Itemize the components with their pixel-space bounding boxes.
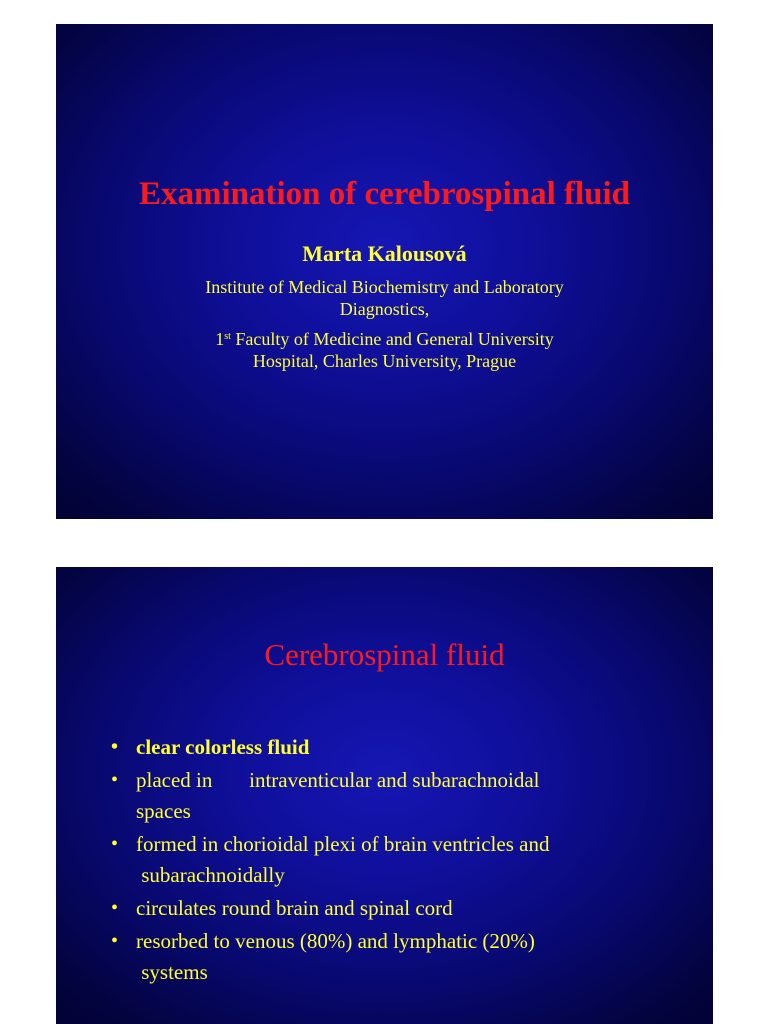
slide-cerebrospinal-fluid — [56, 567, 713, 1024]
list-item — [111, 893, 671, 924]
bullet-icon: • — [111, 897, 119, 919]
bullet-text: resorbed to venous (80%) and lymphatic (20%) — [136, 929, 535, 953]
list-item — [111, 732, 671, 763]
affiliation-institute — [56, 276, 713, 320]
slide-heading: Cerebrospinal fluid — [264, 637, 505, 672]
list-item — [111, 829, 671, 891]
affiliation-faculty-text: Faculty of Medicine and General University — [230, 329, 554, 349]
bullet-text: placed in intraventicular and subarachnoidal — [136, 768, 540, 792]
bullet-text: formed in chorioidal plexi of brain ventricles and — [136, 832, 550, 856]
bullet-text-continuation: spaces — [136, 799, 191, 823]
affiliation-ordinal-suffix: st — [224, 331, 231, 342]
affiliation-line-1: Institute of Medical Biochemistry and Laboratory — [205, 277, 564, 297]
affiliation-line-2: Diagnostics, — [339, 299, 430, 319]
bullet-icon: • — [111, 736, 119, 758]
affiliation-number: 1 — [215, 329, 225, 349]
bullet-icon: • — [111, 930, 119, 952]
bullet-icon: • — [111, 833, 119, 855]
author-name: Marta Kalousová — [302, 241, 467, 266]
bullet-text: circulates round brain and spinal cord — [136, 896, 453, 920]
affiliation-line-4: Hospital, Charles University, Prague — [252, 351, 517, 371]
affiliation-line-3 — [56, 328, 713, 350]
slide-title — [56, 24, 713, 519]
bullet-icon: • — [111, 769, 119, 791]
bullet-text-continuation: subarachnoidally — [136, 863, 285, 887]
affiliation-faculty — [56, 328, 713, 372]
list-item — [111, 765, 671, 827]
presentation-title: Examination of cerebrospinal fluid — [138, 176, 631, 212]
list-item — [111, 926, 671, 988]
bullet-text: clear colorless fluid — [136, 735, 310, 759]
bullet-list — [111, 732, 671, 990]
bullet-text-continuation: systems — [136, 960, 208, 984]
